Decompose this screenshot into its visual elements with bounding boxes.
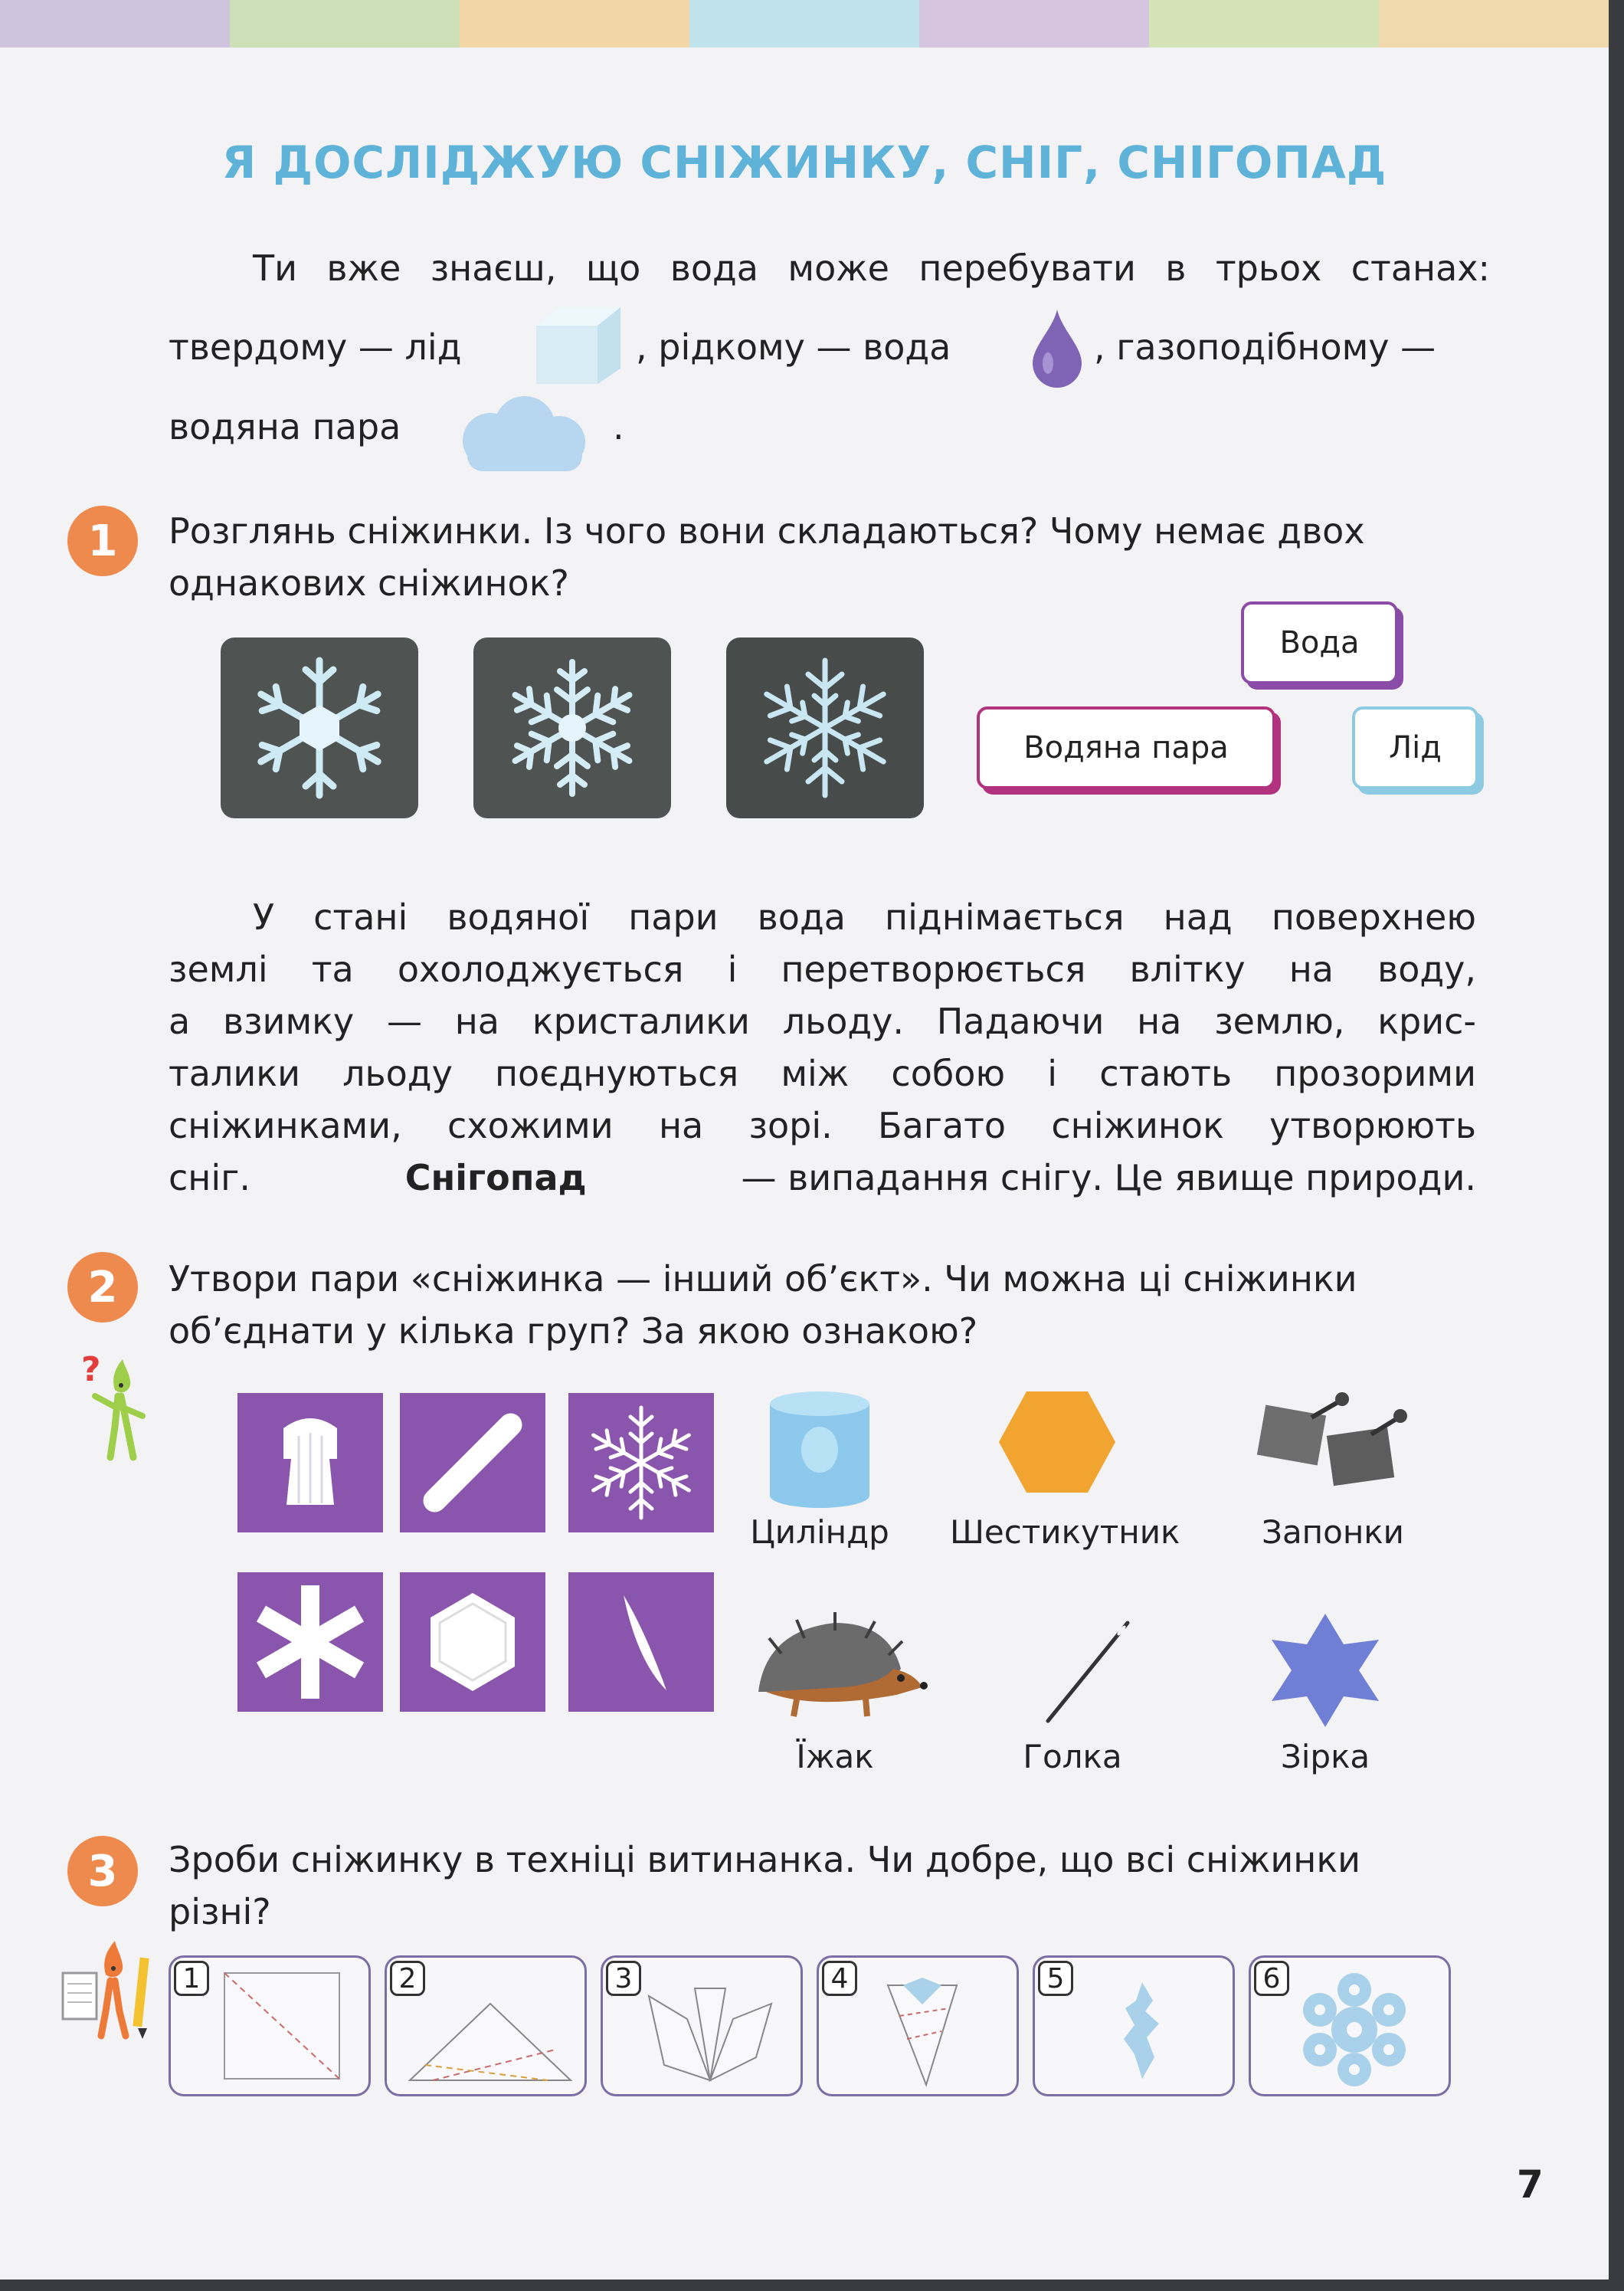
paragraph-line-2: землі та охолоджується і перетворюється влітку на воду,	[169, 949, 1476, 990]
fold-triangle-icon	[402, 1988, 578, 2088]
intro-line-1: Ти вже знаєш, що вода може перебувати в трьох станах:	[253, 247, 1490, 289]
intro-period: .	[613, 406, 624, 447]
task-3-line-2: різні?	[169, 1891, 271, 1932]
step-number: 3	[606, 1961, 641, 1996]
dendrite-snowflake-icon	[580, 1401, 702, 1524]
step-4	[817, 1955, 1019, 2096]
task-1-badge: 1	[67, 506, 138, 576]
paragraph-line-3: а взимку — на кристалики льоду. Падаючи на землю, крис-	[169, 1001, 1476, 1042]
mascot-pencil-icon	[58, 1935, 158, 2042]
step-number: 1	[174, 1961, 209, 1996]
step-1	[169, 1955, 371, 2096]
svg-text:?: ?	[81, 1350, 101, 1389]
snowflake-photo-3	[726, 637, 924, 818]
intro-solid: твердому — лід	[169, 326, 462, 368]
step-number: 2	[390, 1961, 425, 1996]
step-number: 4	[822, 1961, 857, 1996]
task-2-line-1: Утвори пари «сніжинка — інший об’єкт». Чи можна ці сніжинки	[169, 1258, 1357, 1300]
label-cufflinks: Запонки	[1262, 1513, 1404, 1551]
paragraph-line-6	[169, 1151, 1476, 1204]
water-drop-icon	[1026, 306, 1088, 391]
step-number: 6	[1254, 1961, 1289, 1996]
cloud-icon	[444, 387, 605, 479]
page-number: 7	[1517, 2162, 1544, 2207]
snowflake-shape-plate	[400, 1572, 545, 1712]
star-image	[1245, 1609, 1406, 1732]
column-snowflake-icon	[253, 1405, 368, 1520]
label-hexagon: Шестикутник	[950, 1513, 1180, 1551]
task-1-line-2: однакових сніжинок?	[169, 562, 569, 604]
hedgehog-image	[751, 1608, 935, 1722]
snowflake-icon	[748, 651, 902, 805]
paragraph-definition: — випадання снігу. Це явище природи.	[741, 1157, 1476, 1198]
snowflake-shape-column	[237, 1393, 383, 1532]
step-6	[1249, 1955, 1451, 2096]
label-hedgehog: Їжак	[796, 1738, 874, 1775]
step-2	[385, 1955, 587, 2096]
step-5	[1033, 1955, 1235, 2096]
card-ice: Лід	[1352, 706, 1478, 789]
snowflake-photo-2	[473, 637, 671, 818]
step-3	[601, 1955, 803, 2096]
thin-needle-snowflake-icon	[584, 1585, 699, 1699]
mascot-question-icon	[77, 1350, 161, 1465]
card-water-vapor: Водяна пара	[977, 706, 1275, 789]
label-star: Зірка	[1280, 1738, 1370, 1775]
paragraph-line-5: сніжинками, схожими на зорі. Багато сніжинок утворюють	[169, 1105, 1476, 1146]
plate-snowflake-icon	[415, 1585, 530, 1699]
top-color-bar	[0, 0, 1609, 48]
intro-gas: , газоподібному —	[1094, 326, 1436, 368]
task-2-badge: 2	[67, 1252, 138, 1322]
cut-piece-icon	[1112, 1978, 1173, 2085]
label-cylinder: Циліндр	[750, 1513, 889, 1551]
fold-cone-icon	[634, 1973, 787, 2088]
snowflake-icon	[496, 651, 649, 805]
paragraph-snow: сніг.	[169, 1157, 250, 1198]
snowflake-shape-star	[237, 1572, 383, 1712]
snowflake-shape-needle	[400, 1393, 545, 1532]
paragraph-line-4: талики льоду поєднуються між собою і стають прозорими	[169, 1053, 1476, 1094]
intro-vapor: водяна пара	[169, 406, 401, 447]
page-title: Я ДОСЛІДЖУЮ СНІЖИНКУ, СНІГ, СНІГОПАД	[221, 136, 1387, 188]
snowflake-icon	[243, 651, 396, 805]
task-3-line-1: Зроби сніжинку в техніці витинанка. Чи добре, що всі сніжинки	[169, 1839, 1361, 1880]
folded-cone-icon	[880, 1970, 964, 2093]
cufflinks-image	[1256, 1387, 1410, 1502]
paper-snowflake-icon	[1289, 1968, 1419, 2091]
snowflake-shape-needle-thin	[568, 1572, 714, 1712]
task-1-line-1: Розглянь сніжинки. Із чого вони складаються? Чому немає двох	[169, 510, 1365, 552]
ice-cube-icon	[529, 303, 628, 387]
paragraph-line-1: У стані водяної пари вода піднімається над поверхнею	[253, 896, 1476, 938]
card-water: Вода	[1241, 601, 1398, 684]
step-number: 5	[1038, 1961, 1073, 1996]
snowflake-shape-dendrite	[568, 1393, 714, 1532]
needle-image	[1042, 1618, 1134, 1726]
label-needle: Голка	[1023, 1738, 1122, 1775]
hexagon-image	[996, 1388, 1118, 1496]
task-2-line-2: об’єднати у кілька груп? За якою ознакою?	[169, 1310, 978, 1352]
term-snowfall: Снігопад	[404, 1157, 587, 1198]
fold-square-icon	[217, 1968, 347, 2083]
snowflake-photo-1	[221, 637, 418, 818]
task-3-badge: 3	[67, 1836, 138, 1906]
cylinder-image	[762, 1387, 877, 1509]
intro-liquid: , рідкому — вода	[636, 326, 951, 368]
needle-snowflake-icon	[415, 1405, 530, 1520]
star-snowflake-icon	[249, 1581, 372, 1703]
